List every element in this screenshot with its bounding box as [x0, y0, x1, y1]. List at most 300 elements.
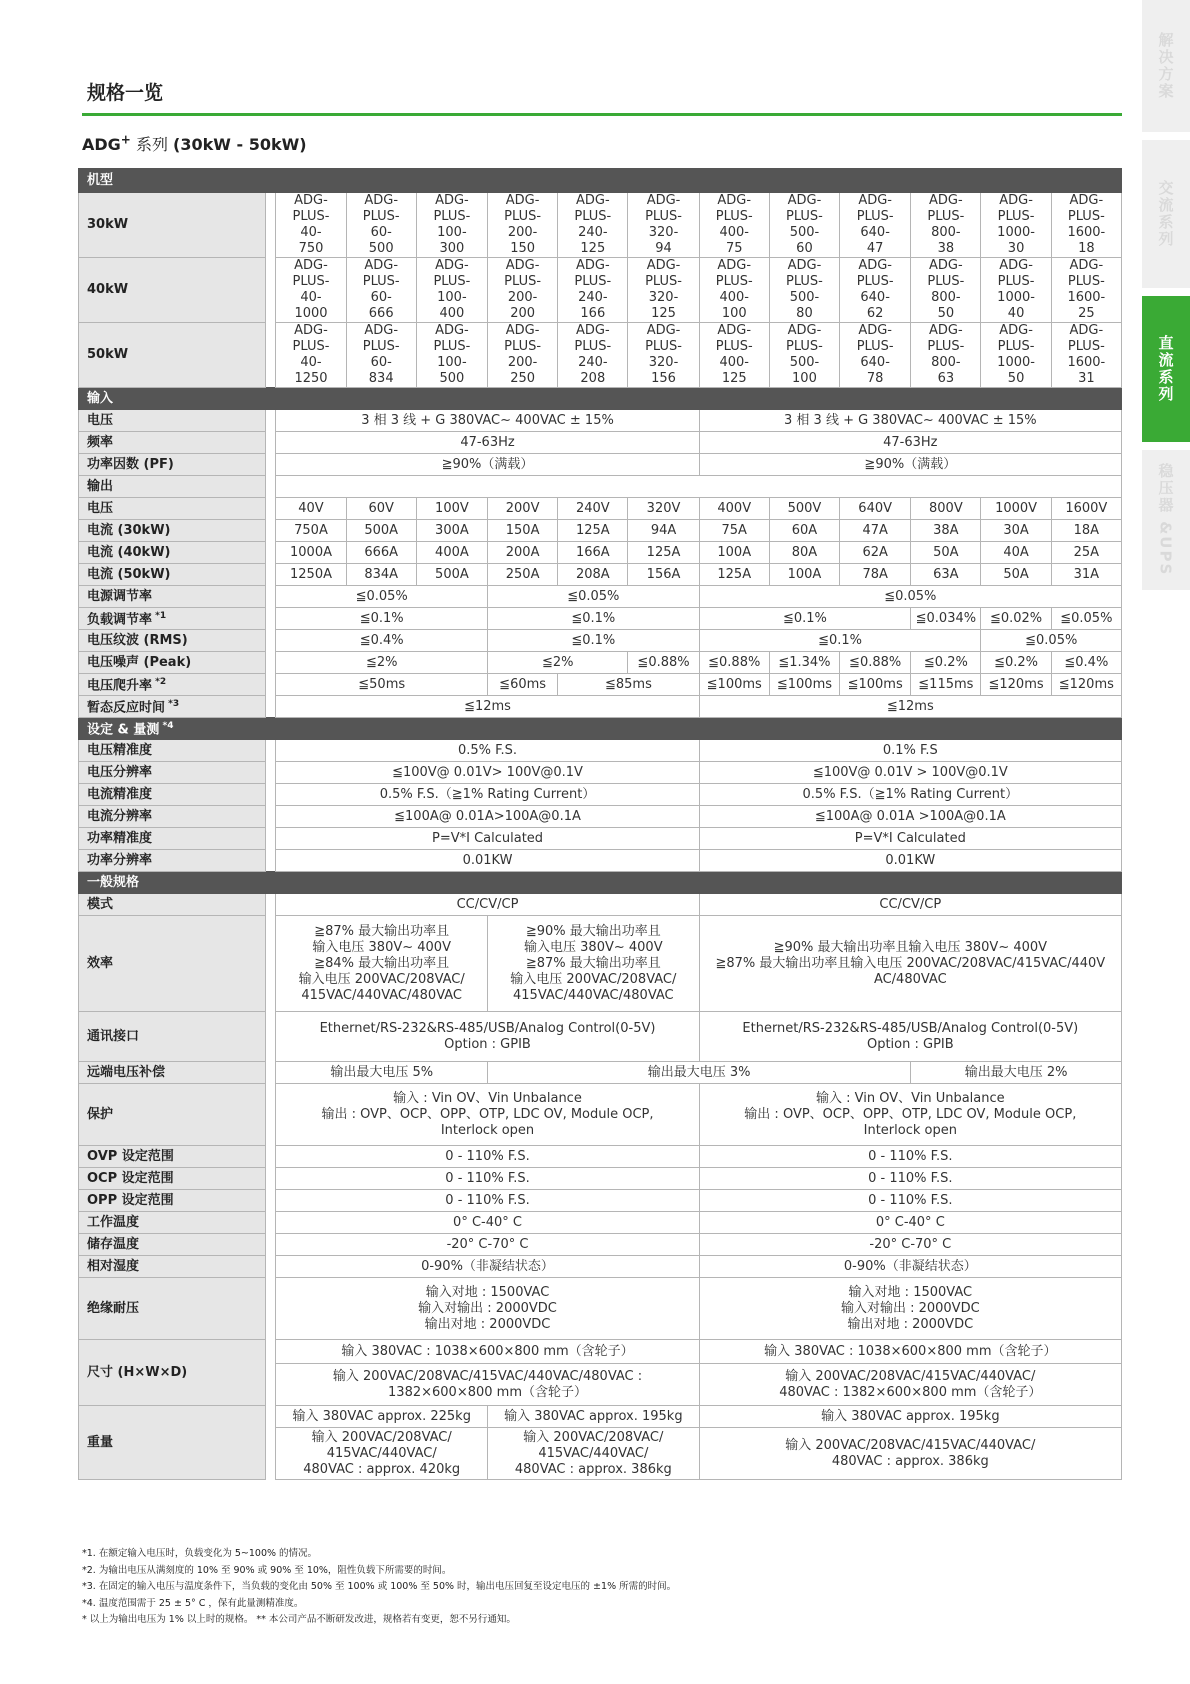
spec-value: 40A	[981, 542, 1051, 564]
row-label: 电源调节率	[79, 586, 266, 608]
spec-value: ≦0.05%	[1051, 608, 1121, 630]
spec-value: 31A	[1051, 564, 1121, 586]
spec-value: 输入 380VAC : 1038×600×800 mm（含轮子）	[276, 1340, 699, 1364]
spec-value: 300A	[416, 520, 487, 542]
spec-value: 666A	[346, 542, 416, 564]
section-header	[79, 872, 1122, 894]
spec-value: P=V*I Calculated	[276, 828, 699, 850]
spec-value: 输入对地 : 1500VAC 输入对输出 : 2000VDC 输出对地 : 2000VDC	[276, 1278, 699, 1340]
spec-row	[79, 1190, 1122, 1212]
spacer	[266, 542, 276, 564]
model-cell: ADG- PLUS- 500- 60	[769, 193, 839, 258]
spec-value: ≦1.34%	[769, 652, 839, 674]
spec-value: ≦100V@ 0.01V > 100V@0.1V	[699, 762, 1121, 784]
spec-value: 3 相 3 线 + G 380VAC~ 400VAC ± 15%	[699, 410, 1121, 432]
spec-value: 0.01KW	[276, 850, 699, 872]
spec-value: 输出最大电压 5%	[276, 1062, 488, 1084]
spec-value: 250A	[488, 564, 558, 586]
section-title: 一般规格	[79, 872, 1122, 894]
spec-row	[79, 1278, 1122, 1340]
spec-value: 50A	[981, 564, 1051, 586]
row-label: 输出	[79, 476, 266, 498]
spec-value: ≦120ms	[981, 674, 1051, 696]
footnote: * 以上为输出电压为 1% 以上时的规格。 ** 本公司产品不断研发改进，规格若有变更，恕不另行通知。	[82, 1614, 516, 1625]
spec-value: 18A	[1051, 520, 1121, 542]
model-cell: ADG- PLUS- 400- 75	[699, 193, 769, 258]
spec-row	[79, 410, 1122, 432]
model-cell: ADG- PLUS- 400- 100	[699, 258, 769, 323]
spacer	[266, 454, 276, 476]
spacer	[266, 1084, 276, 1146]
spec-value: 输入 200VAC/208VAC/415VAC/440VAC/480VAC : 1382×600×800 mm（含轮子）	[276, 1364, 699, 1406]
row-label: OVP 设定范围	[79, 1146, 266, 1168]
spec-value: 输入 380VAC approx. 225kg	[276, 1406, 488, 1428]
spec-value: ≦100ms	[840, 674, 911, 696]
spec-row	[79, 1146, 1122, 1168]
spec-row	[79, 630, 1122, 652]
series-title: ADG+ 系列 (30kW - 50kW)	[82, 132, 307, 154]
spec-row	[79, 520, 1122, 542]
spec-row	[79, 850, 1122, 872]
footnote: *3. 在固定的输入电压与温度条件下，当负载的变化由 50% 至 100% 或 100% 至 50% 时，输出电压回复至设定电压的 ±1% 所需的时间。	[82, 1581, 677, 1592]
row-label: 效率	[79, 916, 266, 1012]
spec-row	[79, 1340, 1122, 1364]
spec-value: 输入 200VAC/208VAC/415VAC/440VAC/ 480VAC : approx. 386kg	[699, 1428, 1121, 1480]
row-label: 暂态反应时间 $^{*3}$	[79, 696, 266, 718]
spacer	[266, 1062, 276, 1084]
model-cell: ADG- PLUS- 500- 100	[769, 323, 839, 388]
model-cell: ADG- PLUS- 500- 80	[769, 258, 839, 323]
spec-row	[79, 542, 1122, 564]
spec-value: ≦100A@ 0.01A >100A@0.1A	[699, 806, 1121, 828]
spec-value: ≦100ms	[769, 674, 839, 696]
spacer	[266, 1340, 276, 1406]
row-label: 相对湿度	[79, 1256, 266, 1278]
spec-value: -20° C-70° C	[276, 1234, 699, 1256]
model-cell: ADG- PLUS- 60- 500	[346, 193, 416, 258]
model-cell: ADG- PLUS- 1000- 50	[981, 323, 1051, 388]
model-cell: ADG- PLUS- 400- 125	[699, 323, 769, 388]
spec-value: 750A	[276, 520, 346, 542]
model-cell: ADG- PLUS- 800- 50	[911, 258, 981, 323]
spec-value: 94A	[628, 520, 699, 542]
model-cell: ADG- PLUS- 240- 166	[558, 258, 628, 323]
row-label: 尺寸 (H×W×D)	[79, 1340, 266, 1406]
spec-row	[79, 1012, 1122, 1062]
spec-value: 0-90%（非凝结状态）	[699, 1256, 1121, 1278]
row-label: 50kW	[79, 323, 266, 388]
spacer	[266, 894, 276, 916]
row-label: 电压精准度	[79, 740, 266, 762]
footnote: *2. 为输出电压从满刻度的 10% 至 90% 或 90% 至 10%，阻性负载下所需要的时间。	[82, 1564, 452, 1576]
row-label: 40kW	[79, 258, 266, 323]
spec-value: 输入 380VAC approx. 195kg	[488, 1406, 700, 1428]
row-label: 功率精准度	[79, 828, 266, 850]
footnote: *1. 在额定输入电压时，负载变化为 5~100% 的情况。	[82, 1548, 318, 1559]
spec-value: ≦0.05%	[488, 586, 700, 608]
spec-value: ≦0.1%	[699, 608, 911, 630]
spacer	[266, 564, 276, 586]
spec-value: ≦85ms	[558, 674, 699, 696]
spec-row	[79, 740, 1122, 762]
row-label: 电流 (40kW)	[79, 542, 266, 564]
spec-value: 30A	[981, 520, 1051, 542]
model-cell: ADG- PLUS- 640- 62	[840, 258, 911, 323]
spec-value: 400A	[416, 542, 487, 564]
spacer	[266, 762, 276, 784]
model-cell: ADG- PLUS- 100- 300	[416, 193, 487, 258]
spec-row	[79, 1062, 1122, 1084]
spacer	[266, 850, 276, 872]
spec-value: 0.5% F.S.	[276, 740, 699, 762]
spec-value: ≦12ms	[276, 696, 699, 718]
model-cell: ADG- PLUS- 1600- 31	[1051, 323, 1121, 388]
spec-row	[79, 476, 1122, 498]
spacer	[266, 1168, 276, 1190]
spec-value: 834A	[346, 564, 416, 586]
row-label: 重量	[79, 1406, 266, 1480]
spec-value: ≦0.88%	[840, 652, 911, 674]
section-header	[79, 169, 1122, 193]
model-cell: ADG- PLUS- 320- 125	[628, 258, 699, 323]
spec-table	[78, 168, 1122, 1480]
spec-row	[79, 498, 1122, 520]
spec-value: ≦0.02%	[981, 608, 1051, 630]
spec-row	[79, 432, 1122, 454]
spec-row	[79, 652, 1122, 674]
spec-row	[79, 454, 1122, 476]
spec-value: ≧90%（满载）	[276, 454, 699, 476]
spec-row	[79, 1168, 1122, 1190]
spec-value: Ethernet/RS-232&RS-485/USB/Analog Control(0-5V) Option : GPIB	[276, 1012, 699, 1062]
spec-row	[79, 828, 1122, 850]
spacer	[266, 432, 276, 454]
spec-value: 500A	[416, 564, 487, 586]
spec-value: ≦115ms	[911, 674, 981, 696]
spec-row	[79, 193, 1122, 258]
page-title: 规格一览	[87, 82, 164, 104]
spec-value: ≦0.05%	[699, 586, 1121, 608]
spec-value: 47-63Hz	[276, 432, 699, 454]
spec-value: 1600V	[1051, 498, 1121, 520]
spec-value: ≦0.034%	[911, 608, 981, 630]
spacer	[266, 652, 276, 674]
spec-value: ≦60ms	[488, 674, 558, 696]
model-cell: ADG- PLUS- 640- 47	[840, 193, 911, 258]
spacer	[266, 630, 276, 652]
spec-value: ≦0.1%	[276, 608, 488, 630]
row-label: 模式	[79, 894, 266, 916]
spec-value: 640V	[840, 498, 911, 520]
section-header	[79, 718, 1122, 740]
spec-value: ≦2%	[276, 652, 488, 674]
model-cell: ADG- PLUS- 100- 500	[416, 323, 487, 388]
spec-value: 400V	[699, 498, 769, 520]
spacer	[266, 806, 276, 828]
row-label: 功率分辨率	[79, 850, 266, 872]
spec-value: 输入 380VAC approx. 195kg	[699, 1406, 1121, 1428]
spacer	[266, 476, 276, 498]
model-cell: ADG- PLUS- 200- 250	[488, 323, 558, 388]
spacer	[266, 740, 276, 762]
model-cell: ADG- PLUS- 40- 1000	[276, 258, 346, 323]
spec-value: ≧90% 最大输出功率且输入电压 380V~ 400V ≧87% 最大输出功率且输入电压 200VAC/208VAC/415VAC/440V AC/480VAC	[699, 916, 1121, 1012]
spec-row	[79, 696, 1122, 718]
spec-value: 0 - 110% F.S.	[276, 1146, 699, 1168]
spacer	[266, 323, 276, 388]
model-cell: ADG- PLUS- 40- 1250	[276, 323, 346, 388]
spec-value: ≦0.4%	[1051, 652, 1121, 674]
spec-row	[79, 564, 1122, 586]
section-title: 机型	[79, 169, 1122, 193]
section-title: 输入	[79, 388, 1122, 410]
spec-value: 1250A	[276, 564, 346, 586]
spec-value: 38A	[911, 520, 981, 542]
model-cell: ADG- PLUS- 1000- 40	[981, 258, 1051, 323]
spacer	[266, 1234, 276, 1256]
model-cell: ADG- PLUS- 240- 125	[558, 193, 628, 258]
spec-value: 125A	[558, 520, 628, 542]
spec-value: ≦100V@ 0.01V> 100V@0.1V	[276, 762, 699, 784]
spacer	[266, 784, 276, 806]
model-cell: ADG- PLUS- 1000- 30	[981, 193, 1051, 258]
spec-value: 0.01KW	[699, 850, 1121, 872]
spec-value: 0 - 110% F.S.	[276, 1190, 699, 1212]
spacer	[266, 1212, 276, 1234]
footnote: *4. 温度范围需于 25 ± 5° C ，保有此量测精准度。	[82, 1597, 304, 1609]
spec-row	[79, 894, 1122, 916]
spec-value: 0° C-40° C	[699, 1212, 1121, 1234]
model-cell: ADG- PLUS- 100- 400	[416, 258, 487, 323]
spec-value: 240V	[558, 498, 628, 520]
spec-value: ≦0.1%	[699, 630, 981, 652]
spec-value: -20° C-70° C	[699, 1234, 1121, 1256]
spec-value: 0-90%（非凝结状态）	[276, 1256, 699, 1278]
row-label: OCP 设定范围	[79, 1168, 266, 1190]
spec-row	[79, 674, 1122, 696]
spec-value: 1000A	[276, 542, 346, 564]
spec-row	[79, 916, 1122, 1012]
spec-value: 63A	[911, 564, 981, 586]
spacer	[266, 608, 276, 630]
spec-value: 208A	[558, 564, 628, 586]
spec-row	[79, 1084, 1122, 1146]
spacer	[266, 586, 276, 608]
row-label: 储存温度	[79, 1234, 266, 1256]
spec-value: 200A	[488, 542, 558, 564]
spec-value: 100A	[769, 564, 839, 586]
title-divider	[82, 113, 1122, 116]
row-label: 工作温度	[79, 1212, 266, 1234]
spec-value: 125A	[699, 564, 769, 586]
model-cell: ADG- PLUS- 200- 150	[488, 193, 558, 258]
spec-value: ≧87% 最大输出功率且 输入电压 380V~ 400V ≧84% 最大输出功率且 输入电压 200VAC/208VAC/ 415VAC/440VAC/480VAC	[276, 916, 488, 1012]
spec-value: 输入 : Vin OV、Vin Unbalance 输出 : OVP、OCP、OPP、OTP, LDC OV, Module OCP, Interlock open	[699, 1084, 1121, 1146]
model-cell: ADG- PLUS- 40- 750	[276, 193, 346, 258]
spec-value: 0° C-40° C	[276, 1212, 699, 1234]
spec-value: ≦0.2%	[981, 652, 1051, 674]
spacer	[266, 696, 276, 718]
spec-value: ≦50ms	[276, 674, 488, 696]
row-label: 电压纹波 (RMS)	[79, 630, 266, 652]
spec-value: 50A	[911, 542, 981, 564]
spacer	[266, 828, 276, 850]
spacer	[266, 1190, 276, 1212]
row-label: 功率因数 (PF)	[79, 454, 266, 476]
row-label: 通讯接口	[79, 1012, 266, 1062]
row-label: 30kW	[79, 193, 266, 258]
spacer	[266, 1406, 276, 1480]
model-cell: ADG- PLUS- 320- 156	[628, 323, 699, 388]
row-label: 电流精准度	[79, 784, 266, 806]
row-label: 频率	[79, 432, 266, 454]
spec-row	[79, 1406, 1122, 1428]
model-cell: ADG- PLUS- 240- 208	[558, 323, 628, 388]
row-label: 电压爬升率 $^{*2}$	[79, 674, 266, 696]
spec-row	[79, 784, 1122, 806]
row-label: 电压	[79, 498, 266, 520]
spec-value: 80A	[769, 542, 839, 564]
spec-value: 0.5% F.S.（≧1% Rating Current）	[276, 784, 699, 806]
model-cell: ADG- PLUS- 640- 78	[840, 323, 911, 388]
spec-value: 0 - 110% F.S.	[276, 1168, 699, 1190]
spec-value: ≦120ms	[1051, 674, 1121, 696]
side-nav	[1142, 0, 1190, 590]
spec-value: ≦0.1%	[488, 630, 700, 652]
spec-value: ≦0.4%	[276, 630, 488, 652]
spec-value: 0.1% F.S	[699, 740, 1121, 762]
spec-row	[79, 258, 1122, 323]
spacer	[266, 520, 276, 542]
spec-value: 25A	[1051, 542, 1121, 564]
spec-value: 60V	[346, 498, 416, 520]
footnotes	[82, 1546, 676, 1629]
model-cell: ADG- PLUS- 1600- 18	[1051, 193, 1121, 258]
spec-value: 47-63Hz	[699, 432, 1121, 454]
spec-value: ≦0.05%	[276, 586, 488, 608]
spec-value: ≦100ms	[699, 674, 769, 696]
model-cell: ADG- PLUS- 200- 200	[488, 258, 558, 323]
spec-value: CC/CV/CP	[699, 894, 1121, 916]
spec-value: 78A	[840, 564, 911, 586]
spec-value: ≦0.2%	[911, 652, 981, 674]
spec-value: ≦2%	[488, 652, 628, 674]
spacer	[266, 258, 276, 323]
spacer	[266, 674, 276, 696]
row-label: 电流分辨率	[79, 806, 266, 828]
side-tab-solutions[interactable]: 解决方案	[1142, 0, 1190, 132]
spec-value: ≦0.88%	[628, 652, 699, 674]
spec-value: 输入 200VAC/208VAC/ 415VAC/440VAC/ 480VAC : approx. 386kg	[488, 1428, 700, 1480]
spec-row	[79, 1256, 1122, 1278]
spec-row	[79, 806, 1122, 828]
spec-value: 输入 : Vin OV、Vin Unbalance 输出 : OVP、OCP、OPP、OTP, LDC OV, Module OCP, Interlock open	[276, 1084, 699, 1146]
spec-value: 输出最大电压 2%	[911, 1062, 1122, 1084]
row-label: 电流 (30kW)	[79, 520, 266, 542]
spec-value: 75A	[699, 520, 769, 542]
row-label: 绝缘耐压	[79, 1278, 266, 1340]
spec-value: 100A	[699, 542, 769, 564]
spec-value: 0 - 110% F.S.	[699, 1146, 1121, 1168]
spec-value: 3 相 3 线 + G 380VAC~ 400VAC ± 15%	[276, 410, 699, 432]
spec-value: ≧90%（满载）	[699, 454, 1121, 476]
row-label: 电压噪声 (Peak)	[79, 652, 266, 674]
spec-value: 166A	[558, 542, 628, 564]
spec-value: ≦0.05%	[981, 630, 1122, 652]
side-tab-ups[interactable]: 稳压器 &UPS	[1142, 450, 1190, 590]
spacer	[266, 410, 276, 432]
spec-row	[79, 1234, 1122, 1256]
row-label: 远端电压补偿	[79, 1062, 266, 1084]
spec-value: 输入 200VAC/208VAC/415VAC/440VAC/ 480VAC : 1382×600×800 mm（含轮子）	[699, 1364, 1121, 1406]
spec-value: 47A	[840, 520, 911, 542]
spec-value	[276, 476, 1122, 498]
side-tab-dc[interactable]: 直流系列	[1142, 296, 1190, 442]
model-cell: ADG- PLUS- 800- 38	[911, 193, 981, 258]
spec-value: 200V	[488, 498, 558, 520]
spacer	[266, 916, 276, 1012]
spec-value: 1000V	[981, 498, 1051, 520]
spec-value: 500V	[769, 498, 839, 520]
row-label: 电压分辨率	[79, 762, 266, 784]
spec-value: 0 - 110% F.S.	[699, 1168, 1121, 1190]
spec-value: 40V	[276, 498, 346, 520]
spec-row	[79, 323, 1122, 388]
spec-value: ≦12ms	[699, 696, 1121, 718]
spec-value: 62A	[840, 542, 911, 564]
spec-value: ≦0.1%	[488, 608, 700, 630]
spec-value: 800V	[911, 498, 981, 520]
spec-value: P=V*I Calculated	[699, 828, 1121, 850]
spacer	[266, 1146, 276, 1168]
side-tab-ac[interactable]: 交流系列	[1142, 140, 1190, 288]
model-cell: ADG- PLUS- 320- 94	[628, 193, 699, 258]
spec-value: 500A	[346, 520, 416, 542]
spec-value: ≦0.88%	[699, 652, 769, 674]
spacer	[266, 498, 276, 520]
spec-value: 输出最大电压 3%	[488, 1062, 911, 1084]
spec-value: 输入对地 : 1500VAC 输入对输出 : 2000VDC 输出对地 : 2000VDC	[699, 1278, 1121, 1340]
row-label: 保护	[79, 1084, 266, 1146]
model-cell: ADG- PLUS- 800- 63	[911, 323, 981, 388]
row-label: 电流 (50kW)	[79, 564, 266, 586]
spec-value: 0 - 110% F.S.	[699, 1190, 1121, 1212]
spec-row	[79, 762, 1122, 784]
spec-value: 输入 200VAC/208VAC/ 415VAC/440VAC/ 480VAC : approx. 420kg	[276, 1428, 488, 1480]
spec-value: 320V	[628, 498, 699, 520]
section-title: 设定 & 量测 $^{*4}$	[79, 718, 1122, 740]
section-header	[79, 388, 1122, 410]
spec-value: 125A	[628, 542, 699, 564]
spec-value: 输入 380VAC : 1038×600×800 mm（含轮子）	[699, 1340, 1121, 1364]
spec-value: 150A	[488, 520, 558, 542]
spec-value: 60A	[769, 520, 839, 542]
model-cell: ADG- PLUS- 1600- 25	[1051, 258, 1121, 323]
spec-row	[79, 608, 1122, 630]
spacer	[266, 1256, 276, 1278]
spec-value: ≧90% 最大输出功率且 输入电压 380V~ 400V ≧87% 最大输出功率且 输入电压 200VAC/208VAC/ 415VAC/440VAC/480VAC	[488, 916, 700, 1012]
spec-row	[79, 1212, 1122, 1234]
row-label: OPP 设定范围	[79, 1190, 266, 1212]
spec-value: ≦100A@ 0.01A>100A@0.1A	[276, 806, 699, 828]
spec-row	[79, 586, 1122, 608]
row-label: 电压	[79, 410, 266, 432]
spec-value: 100V	[416, 498, 487, 520]
spec-value: 0.5% F.S.（≧1% Rating Current）	[699, 784, 1121, 806]
spacer	[266, 1278, 276, 1340]
model-cell: ADG- PLUS- 60- 666	[346, 258, 416, 323]
spec-value: 156A	[628, 564, 699, 586]
